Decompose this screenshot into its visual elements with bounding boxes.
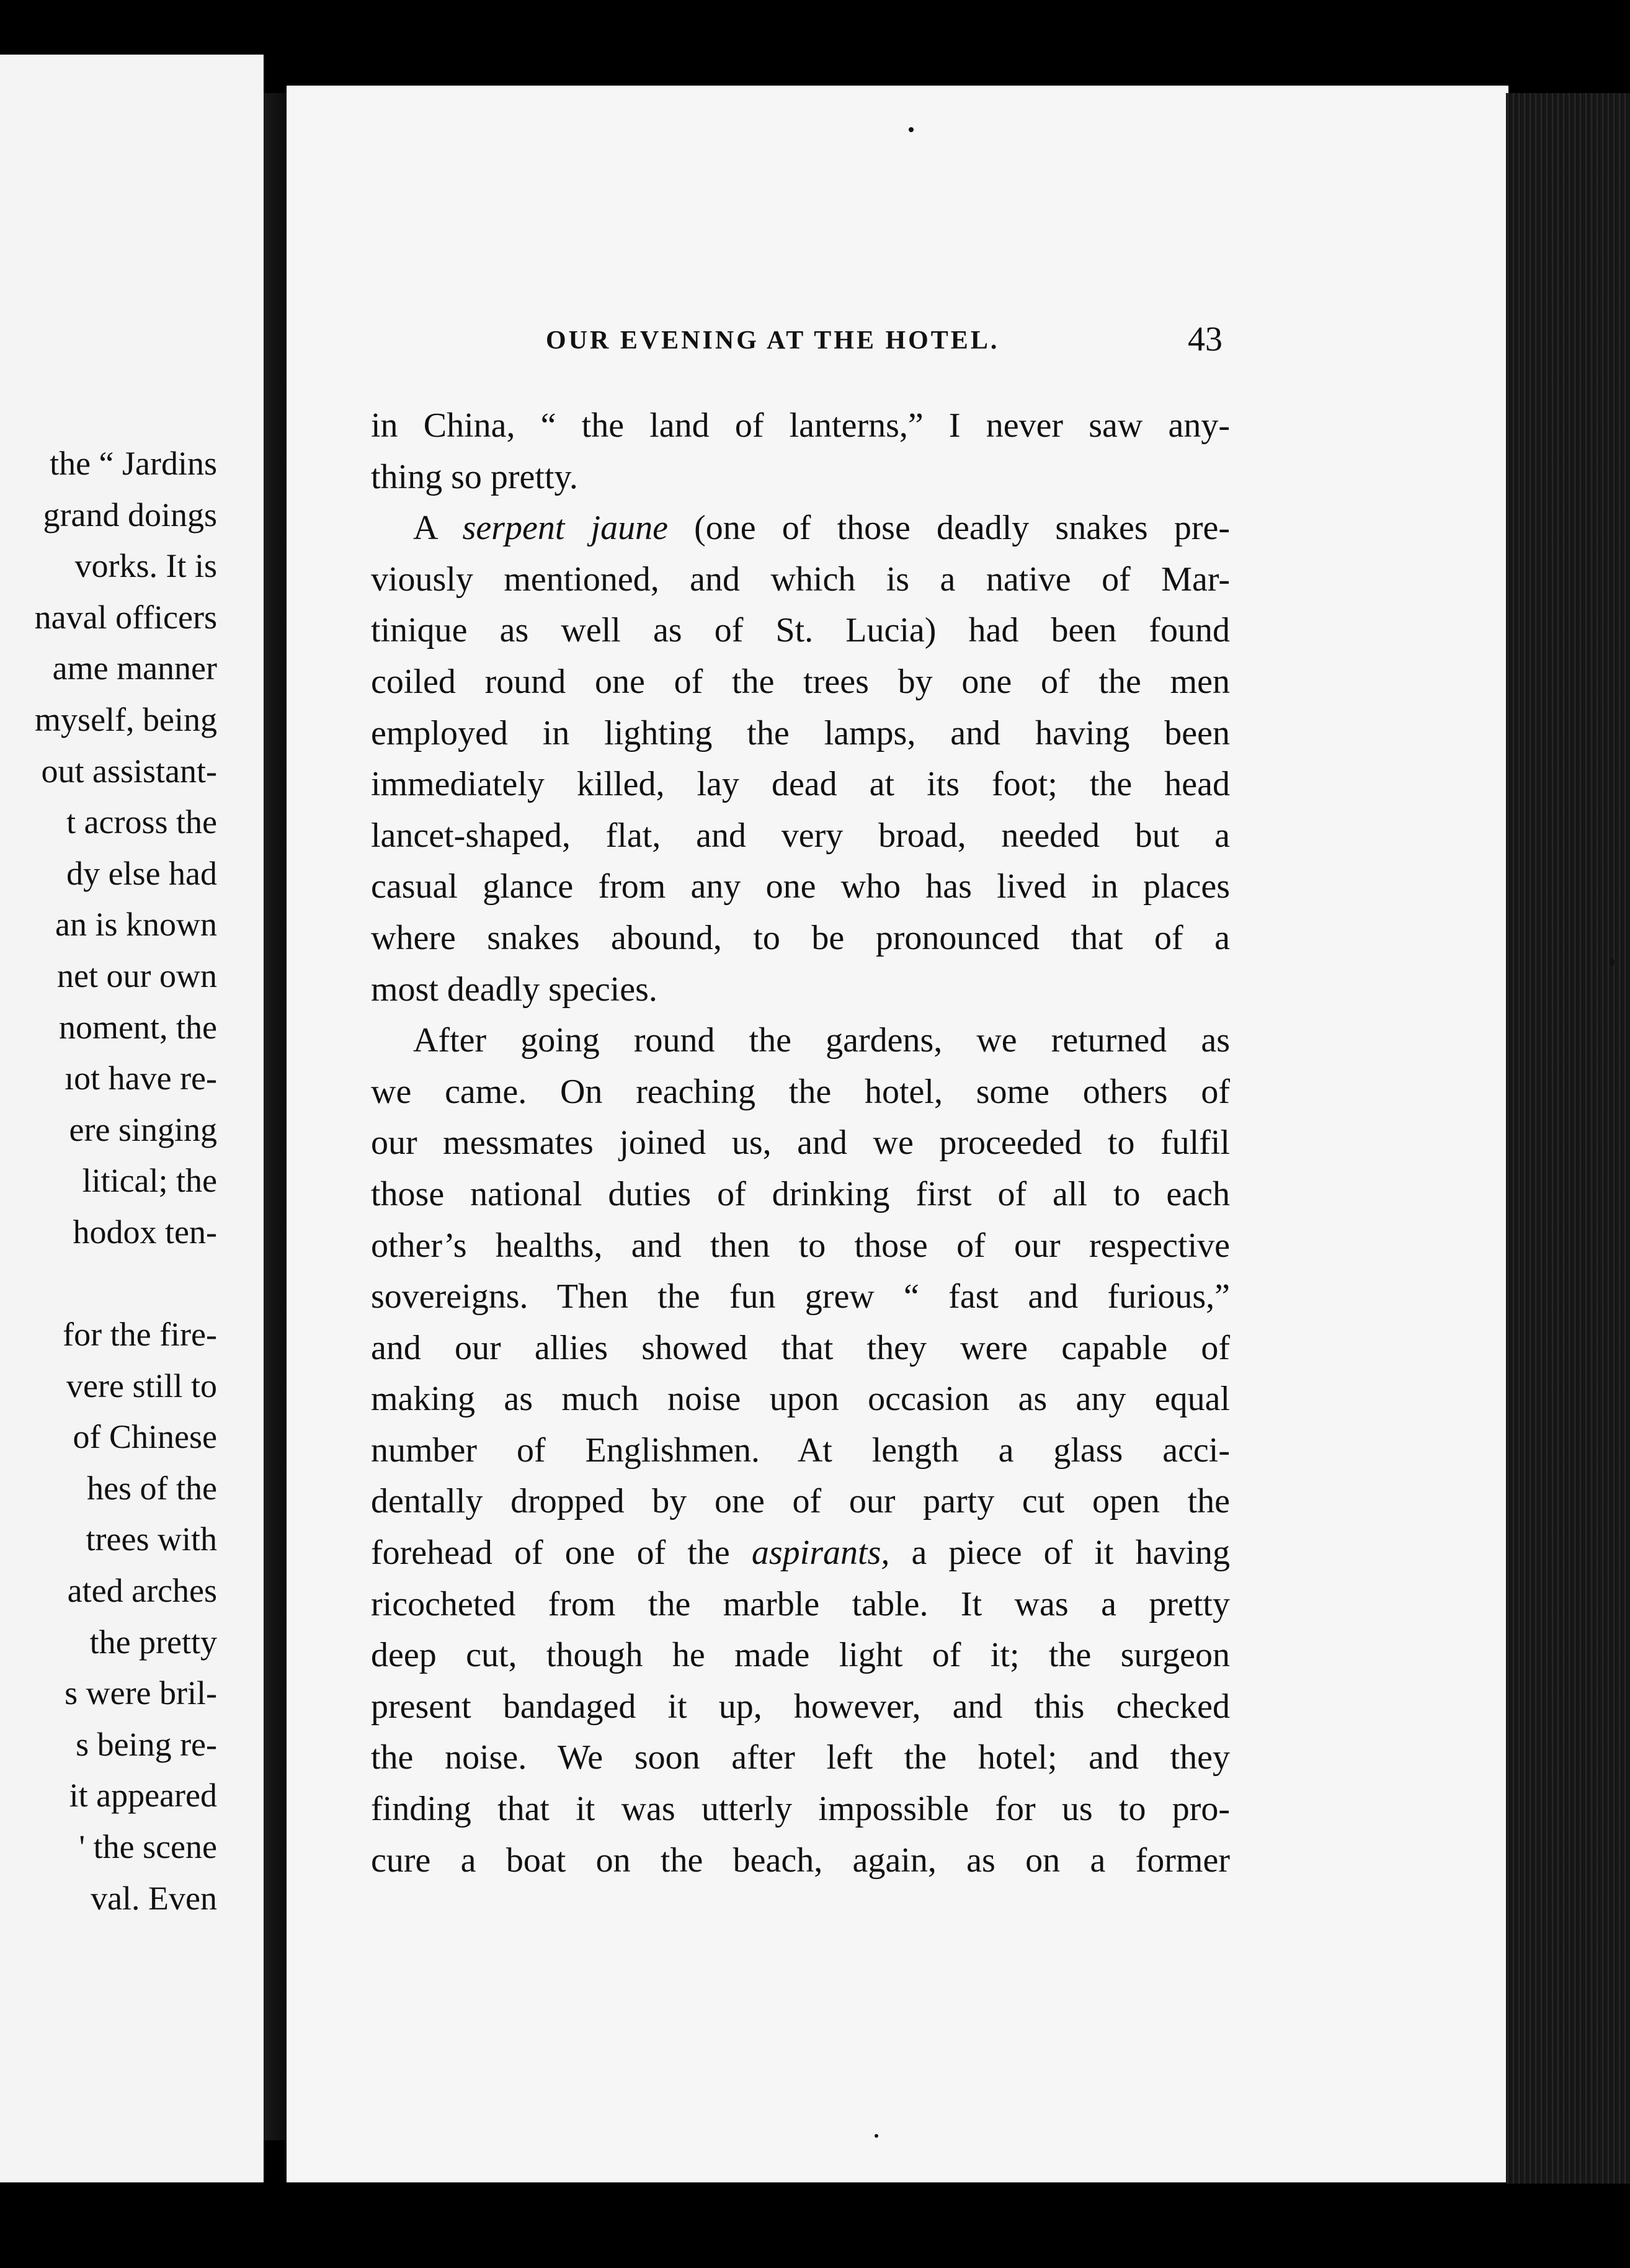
body-text <box>371 400 1230 1886</box>
text-line: deep cut, though he made light of it; the surgeon <box>371 1636 1230 1675</box>
text-line: making as much noise upon occasion as any equal <box>371 1380 1230 1419</box>
previous-page-line: it appeared <box>69 1777 217 1815</box>
text-line: those national duties of drinking first of all to each <box>371 1174 1230 1213</box>
previous-page-fragment <box>0 55 264 2182</box>
previous-page-text <box>0 438 217 1924</box>
text-line: tinique as well as of St. Lucia) had been found <box>371 611 1230 650</box>
text-fragment: (one of those deadly snakes pre- <box>694 509 1231 548</box>
previous-page-line: dy else had <box>66 854 217 892</box>
page-number: 43 <box>1188 320 1222 359</box>
text-line: in China, “ the land of lanterns,” I never saw any- <box>371 406 1230 445</box>
previous-page-line: myself, being <box>35 700 217 738</box>
previous-page-line <box>0 1258 217 1310</box>
text-line: the noise. We soon after left the hotel; and they <box>371 1738 1230 1777</box>
previous-page-line: of Chinese <box>73 1418 217 1456</box>
previous-page-line: ere singing <box>69 1110 217 1148</box>
page-edges <box>1506 93 1630 2184</box>
text-line: other’s healths, and then to those of our respective <box>371 1226 1230 1265</box>
text-line: we came. On reaching the hotel, some others of <box>371 1072 1230 1111</box>
text-line: ricocheted from the marble table. It was a pretty <box>371 1584 1230 1623</box>
scan-speck <box>875 2134 878 2138</box>
previous-page-line: t across the <box>66 803 217 841</box>
text-line: our messmates joined us, and we proceeded to fulfil <box>371 1123 1230 1163</box>
text-line: number of Englishmen. At length a glass acci- <box>371 1431 1230 1470</box>
text-line: lancet-shaped, flat, and very broad, needed but a <box>371 816 1230 855</box>
previous-page-line: net our own <box>57 957 217 994</box>
text-line: dentally dropped by one of our party cut open the <box>371 1482 1230 1521</box>
previous-page-line: the pretty <box>89 1623 217 1661</box>
text-line: cure a boat on the beach, again, as on a former <box>371 1841 1230 1880</box>
previous-page-line: ated arches <box>67 1572 217 1610</box>
previous-page-line: naval officers <box>34 598 217 636</box>
text-fragment: a piece of it having <box>911 1534 1231 1573</box>
text-line: sovereigns. Then the fun grew “ fast and furious,” <box>371 1277 1230 1316</box>
previous-page-line: for the fire- <box>63 1316 217 1354</box>
previous-page-line: grand doings <box>43 496 217 534</box>
text-line: present bandaged it up, however, and this checked <box>371 1687 1230 1726</box>
previous-page-line: val. Even <box>91 1879 217 1917</box>
previous-page-line: out assistant- <box>41 752 217 790</box>
previous-page-line: the “ Jardins <box>50 445 217 482</box>
previous-page-line: hes of the <box>87 1469 217 1507</box>
previous-page-line: hodox ten- <box>73 1213 217 1251</box>
text-line: viously mentioned, and which is a native of Mar- <box>371 560 1230 599</box>
text-line <box>371 502 1230 554</box>
text-line: most deadly species. <box>371 970 657 1009</box>
text-fragment: forehead of one of the <box>371 1534 730 1573</box>
text-line: immediately killed, lay dead at its foot; the head <box>371 765 1230 804</box>
previous-page-line: s being re- <box>76 1725 217 1763</box>
previous-page-line: vorks. It is <box>74 547 217 585</box>
text-line <box>371 1527 1230 1579</box>
running-head: OUR EVENING AT THE HOTEL. <box>546 326 1000 355</box>
previous-page-line: trees with <box>86 1520 217 1558</box>
previous-page-line: noment, the <box>59 1008 217 1046</box>
paragraph-first-word: A <box>413 509 437 548</box>
scan-speck <box>909 127 914 132</box>
previous-page-line: an is known <box>55 906 217 944</box>
scan-speck <box>1610 958 1614 966</box>
italic-phrase: serpent jaune <box>462 509 668 548</box>
text-line: where snakes abound, to be pronounced that of a <box>371 918 1230 957</box>
text-line: casual glance from any one who has lived in places <box>371 867 1230 906</box>
previous-page-line: ' the scene <box>79 1828 217 1866</box>
previous-page-line: ame manner <box>52 650 217 687</box>
previous-page-line: vere still to <box>66 1367 217 1404</box>
previous-page-line: litical; the <box>82 1162 217 1200</box>
previous-page-line: ıot have re- <box>65 1060 217 1097</box>
text-line: After going round the gardens, we returned as <box>413 1021 1230 1060</box>
text-line: employed in lighting the lamps, and having been <box>371 713 1230 752</box>
text-line: coiled round one of the trees by one of the men <box>371 662 1230 701</box>
italic-word: aspirants, <box>751 1534 890 1573</box>
text-line: finding that it was utterly impossible for us to pro- <box>371 1790 1230 1829</box>
previous-page-line: s were bril- <box>65 1674 217 1712</box>
text-line: thing so pretty. <box>371 457 578 496</box>
text-line: and our allies showed that they were capable of <box>371 1328 1230 1367</box>
